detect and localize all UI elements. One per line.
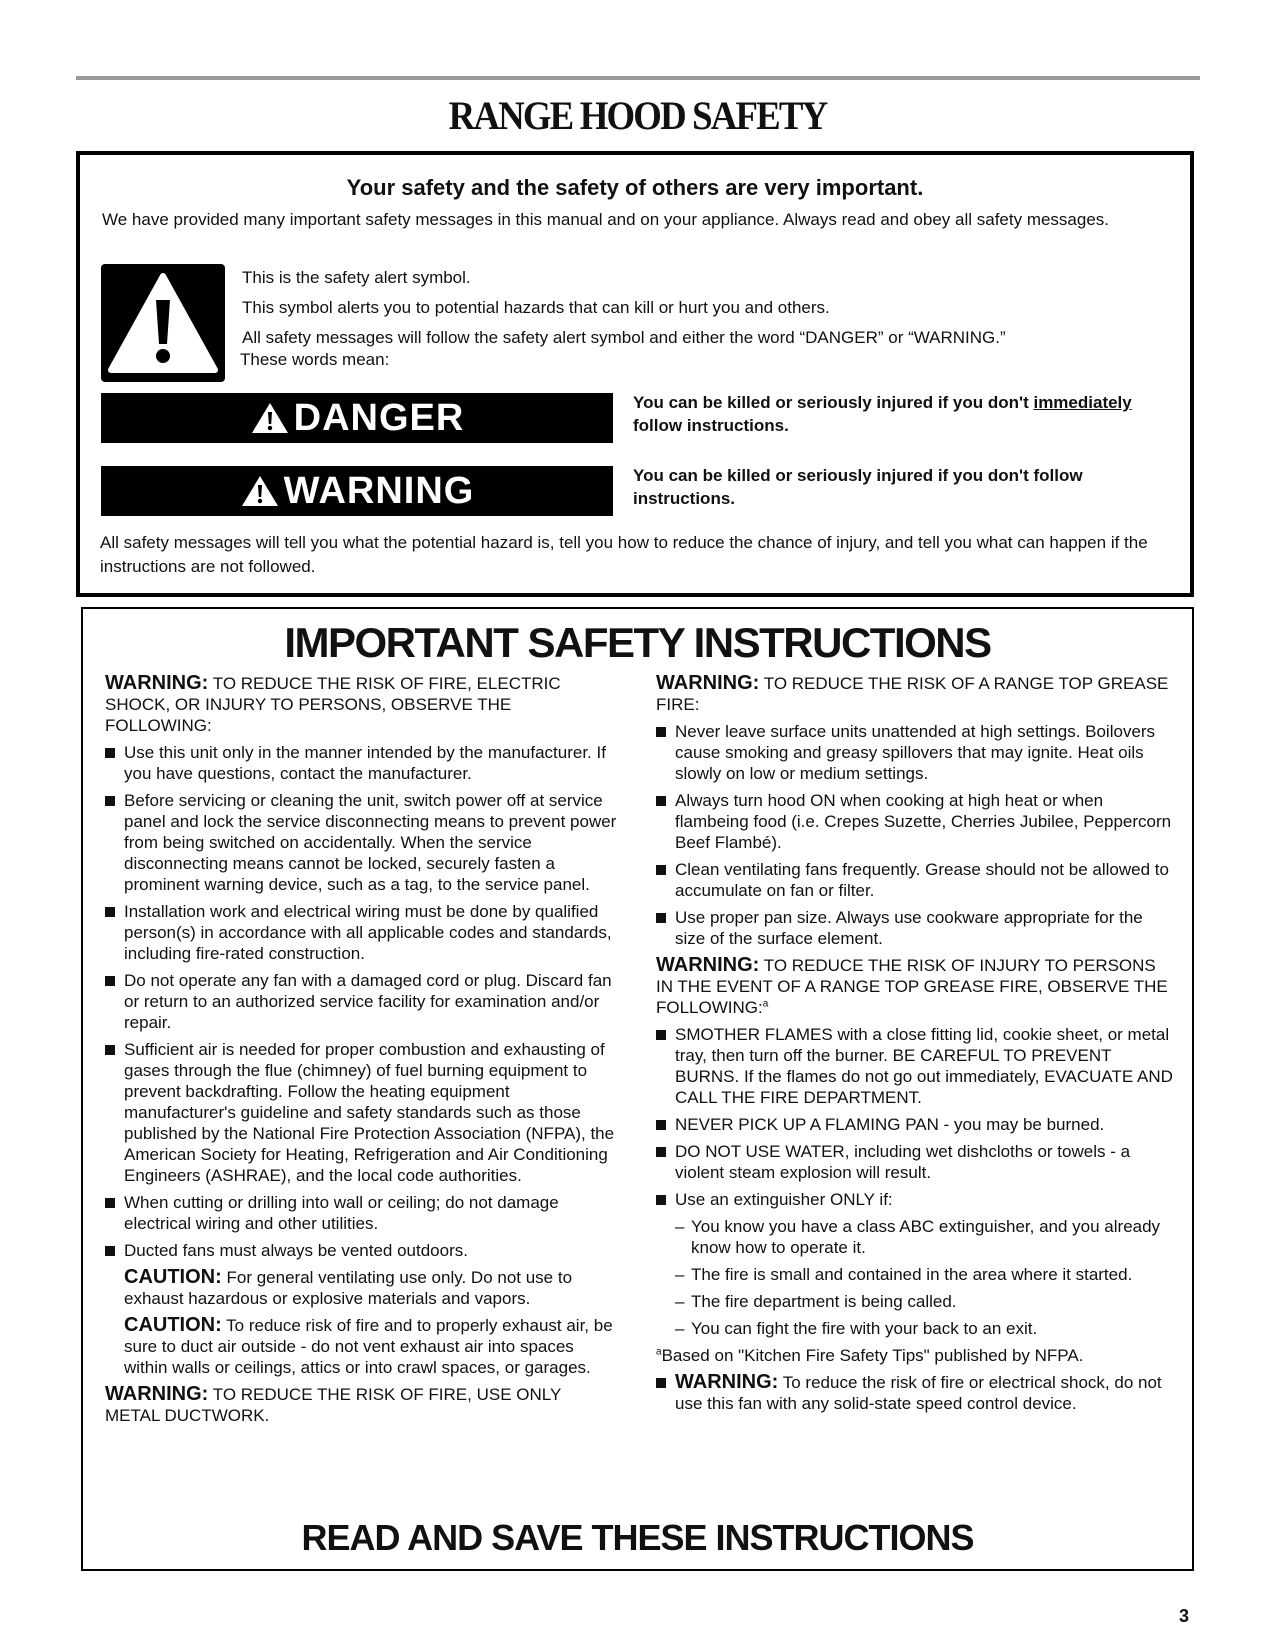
- warning-statement: WARNING: TO REDUCE THE RISK OF A RANGE TOP GREASE FIRE:: [656, 672, 1169, 714]
- top-rule: [76, 76, 1200, 80]
- list-item: Do not operate any fan with a damaged cord or plug. Discard fan or return to an authorized service facility for examination and/or repair.: [105, 970, 620, 1033]
- warning-description: You can be killed or seriously injured if you don't follow instructions.: [633, 466, 1083, 508]
- list-item: Sufficient air is needed for proper combustion and exhausting of gases through the flue (chimney) of fuel burning equipment to prevent backdrafting. Follow the heating equipment manufacturer's guideline and safety standards such as those published by the National Fire Protection Association (NFPA), the American Society for Heating, Refrigeration and Air Conditioning Engineers (ASHRAE), and the local code authorities.: [105, 1039, 620, 1186]
- list-item: Ducted fans must always be vented outdoors.: [105, 1240, 620, 1261]
- alert-line: All safety messages will follow the safety alert symbol and either the word “DANGER” or “WARNING.”: [242, 328, 1006, 347]
- right-column: [656, 673, 1176, 1420]
- alert-triangle-icon: [250, 401, 290, 435]
- instruction-list: [656, 721, 1176, 949]
- instruction-list: [105, 742, 620, 1261]
- list-item: Clean ventilating fans frequently. Grease should not be allowed to accumulate on fan or filter.: [656, 859, 1176, 901]
- list-item: When cutting or drilling into wall or ceiling; do not damage electrical wiring and other utilities.: [105, 1192, 620, 1234]
- list-item: – The fire department is being called.: [675, 1291, 1176, 1312]
- warning-statement: WARNING: TO REDUCE THE RISK OF INJURY TO PERSONS IN THE EVENT OF A RANGE TOP GREASE FIRE, OBSERVE THE FOLLOWING:$^a$: [656, 954, 1168, 1017]
- warning-banner: [101, 466, 613, 516]
- caution-statement: CAUTION: For general ventilating use only. Do not use to exhaust hazardous or explosive materials and vapors.: [124, 1266, 573, 1308]
- left-column: [105, 673, 620, 1432]
- alert-line: These words mean:: [240, 350, 390, 369]
- list-item: SMOTHER FLAMES with a close fitting lid, cookie sheet, or metal tray, then turn off the burner. BE CAREFUL TO PREVENT BURNS. If the flames do not go out immediately, EVACUATE AND CALL THE FIRE DEPARTMENT.: [656, 1024, 1176, 1108]
- read-and-save-footer: READ AND SAVE THESE INSTRUCTIONS: [301, 1517, 974, 1558]
- danger-description: You can be killed or seriously injured if you don't immediately follow instructions.: [633, 393, 1132, 435]
- safety-footer: All safety messages will tell you what the potential hazard is, tell you how to reduce the chance of injury, and tell you what can happen if the instructions are not followed.: [100, 533, 1148, 576]
- instruction-list: [656, 1024, 1176, 1210]
- list-item: Use proper pan size. Always use cookware appropriate for the size of the surface element.: [656, 907, 1176, 949]
- alert-line: This is the safety alert symbol.: [242, 268, 471, 287]
- footnote-marker: a: [762, 998, 769, 1010]
- safety-heading: Your safety and the safety of others are very important.: [346, 175, 924, 200]
- footnote: $^a$Based on "Kitchen Fire Safety Tips" published by NFPA.: [656, 1346, 1084, 1365]
- list-item: WARNING: To reduce the risk of fire or electrical shock, do not use this fan with any solid-state speed control device.: [656, 1372, 1176, 1414]
- list-item: Always turn hood ON when cooking at high heat or when flambeing food (i.e. Crepes Suzette, Cherries Jubilee, Peppercorn Beef Flambé).: [656, 790, 1176, 853]
- important-safety-instructions-box: [81, 607, 1194, 1571]
- safety-intro: We have provided many important safety messages in this manual and on your appliance. Always read and obey all safety messages.: [102, 210, 1110, 229]
- page-number: 3: [1179, 1606, 1190, 1626]
- list-item: Never leave surface units unattended at high settings. Boilovers cause smoking and greasy spillovers that may ignite. Heat oils slowly on low or medium settings.: [656, 721, 1176, 784]
- list-item: – You know you have a class ABC extinguisher, and you already know how to operate it.: [675, 1216, 1176, 1258]
- isi-title: IMPORTANT SAFETY INSTRUCTIONS: [284, 619, 991, 666]
- list-item: – The fire is small and contained in the area where it started.: [675, 1264, 1176, 1285]
- list-item: Use an extinguisher ONLY if:: [656, 1189, 1176, 1210]
- extinguisher-conditions-list: [656, 1216, 1176, 1339]
- list-item: Before servicing or cleaning the unit, switch power off at service panel and lock the service disconnecting means to prevent power from being switched on accidentally. When the service disconnecting means cannot be locked, securely fasten a prominent warning device, such as a tag, to the service panel.: [105, 790, 620, 895]
- danger-label: DANGER: [293, 396, 465, 439]
- instruction-list: [656, 1372, 1176, 1414]
- warning-label: WARNING: [283, 469, 475, 512]
- list-item: – You can fight the fire with your back to an exit.: [675, 1318, 1176, 1339]
- page-title: RANGE HOOD SAFETY: [448, 93, 827, 138]
- list-item: NEVER PICK UP A FLAMING PAN - you may be burned.: [656, 1114, 1176, 1135]
- warning-statement: WARNING: TO REDUCE THE RISK OF FIRE, USE ONLY METAL DUCTWORK.: [105, 1383, 561, 1425]
- danger-banner: [101, 393, 613, 443]
- safety-message-box: [76, 151, 1194, 597]
- list-item: Installation work and electrical wiring must be done by qualified person(s) in accordance with all applicable codes and standards, including fire-rated construction.: [105, 901, 620, 964]
- safety-alert-icon: [101, 264, 225, 382]
- list-item: DO NOT USE WATER, including wet dishcloths or towels - a violent steam explosion will result.: [656, 1141, 1176, 1183]
- alert-line: This symbol alerts you to potential hazards that can kill or hurt you and others.: [242, 298, 830, 317]
- list-item: Use this unit only in the manner intended by the manufacturer. If you have questions, contact the manufacturer.: [105, 742, 620, 784]
- alert-triangle-icon: [240, 474, 280, 508]
- caution-statement: CAUTION: To reduce risk of fire and to properly exhaust air, be sure to duct air outside - do not vent exhaust air into spaces within walls or ceilings, attics or into crawl spaces, or garages.: [124, 1314, 613, 1377]
- emphasis-immediately: immediately: [1033, 393, 1132, 412]
- warning-statement: WARNING: TO REDUCE THE RISK OF FIRE, ELECTRIC SHOCK, OR INJURY TO PERSONS, OBSERVE THE FOLLOWING:: [105, 672, 561, 735]
